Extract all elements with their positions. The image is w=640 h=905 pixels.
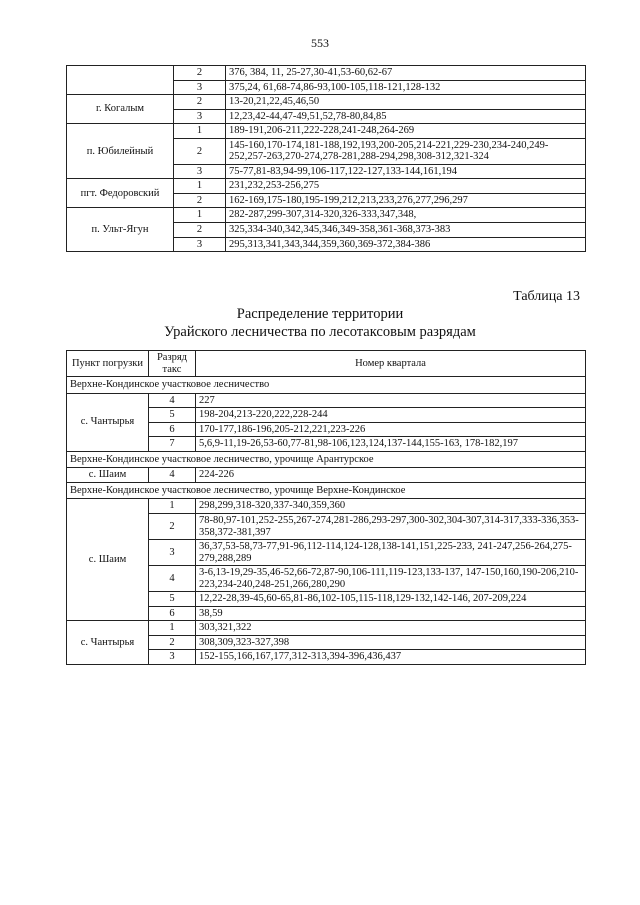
quarters-cell: 78-80,97-101,252-255,267-274,281-286,293-297,300-302,304-307,314-317,333-336,353-358,372-381,397 <box>196 514 586 540</box>
header-quarters: Номер квартала <box>196 351 586 377</box>
class-cell: 1 <box>174 179 226 194</box>
table-13 <box>66 350 586 665</box>
quarters-cell: 298,299,318-320,337-340,359,360 <box>196 499 586 514</box>
place-cell: с. Шаим <box>67 468 149 483</box>
class-cell: 2 <box>174 95 226 110</box>
class-cell: 5 <box>149 408 196 423</box>
quarters-cell: 198-204,213-220,222,228-244 <box>196 408 586 423</box>
quarters-cell: 308,309,323-327,398 <box>196 635 586 650</box>
quarters-cell: 3-6,13-19,29-35,46-52,66-72,87-90,106-111,119-123,133-137, 147-150,160,190-206,210-223,234-240,248-251,266,280,290 <box>196 566 586 592</box>
section-row <box>67 377 586 394</box>
class-cell: 1 <box>149 621 196 636</box>
header-class: Разряд такс <box>149 351 196 377</box>
place-cell: с. Шаим <box>67 499 149 621</box>
table-row <box>67 468 586 483</box>
class-cell: 4 <box>149 393 196 408</box>
quarters-cell: 13-20,21,22,45,46,50 <box>226 95 586 110</box>
class-cell: 7 <box>149 437 196 452</box>
section-row <box>67 482 586 499</box>
table-header-row <box>67 351 586 377</box>
table-row <box>67 208 586 223</box>
section-row <box>67 451 586 468</box>
table-row <box>67 124 586 139</box>
table-row <box>67 499 586 514</box>
quarters-cell: 152-155,166,167,177,312-313,394-396,436,437 <box>196 650 586 665</box>
class-cell: 3 <box>149 540 196 566</box>
class-cell: 1 <box>149 499 196 514</box>
place-cell: п. Юбилейный <box>67 124 174 179</box>
quarters-cell: 303,321,322 <box>196 621 586 636</box>
table-label: Таблица 13 <box>513 289 580 304</box>
place-cell: с. Чантырья <box>67 621 149 665</box>
class-cell: 2 <box>174 193 226 208</box>
table-title-line2: Урайского лесничества по лесотаксовым разрядам <box>164 324 476 340</box>
quarters-cell: 145-160,170-174,181-188,192,193,200-205,214-221,229-230,234-240,249-252,257-263,270-274,278-281,288-294,298,308-312,321-324 <box>226 138 586 164</box>
class-cell: 4 <box>149 566 196 592</box>
class-cell: 2 <box>174 223 226 238</box>
section-title: Верхне-Кондинское участковое лесничество <box>67 377 586 394</box>
class-cell: 6 <box>149 606 196 621</box>
quarters-cell: 75-77,81-83,94-99,106-117,122-127,133-144,161,194 <box>226 164 586 179</box>
page-number: 553 <box>311 36 329 50</box>
quarters-cell: 295,313,341,343,344,359,360,369-372,384-386 <box>226 237 586 252</box>
class-cell: 1 <box>174 208 226 223</box>
quarters-cell: 376, 384, 11, 25-27,30-41,53-60,62-67 <box>226 66 586 81</box>
class-cell: 3 <box>174 109 226 124</box>
class-cell: 2 <box>174 138 226 164</box>
quarters-cell: 375,24, 61,68-74,86-93,100-105,118-121,128-132 <box>226 80 586 95</box>
section-title: Верхне-Кондинское участковое лесничество, урочище Верхне-Кондинское <box>67 482 586 499</box>
place-cell: г. Когалым <box>67 95 174 124</box>
quarters-cell: 38,59 <box>196 606 586 621</box>
place-cell: пгт. Федоровский <box>67 179 174 208</box>
quarters-cell: 325,334-340,342,345,346,349-358,361-368,373-383 <box>226 223 586 238</box>
quarters-cell: 189-191,206-211,222-228,241-248,264-269 <box>226 124 586 139</box>
header-place: Пункт погрузки <box>67 351 149 377</box>
table-title-line1: Распределение территории <box>236 306 404 322</box>
quarters-cell: 5,6,9-11,19-26,53-60,77-81,98-106,123,124,137-144,155-163, 178-182,197 <box>196 437 586 452</box>
class-cell: 3 <box>174 80 226 95</box>
class-cell: 2 <box>174 66 226 81</box>
class-cell: 1 <box>174 124 226 139</box>
place-cell: с. Чантырья <box>67 393 149 451</box>
class-cell: 5 <box>149 592 196 607</box>
quarters-cell: 36,37,53-58,73-77,91-96,112-114,124-128,138-141,151,225-233, 241-247,256-264,275-279,288,289 <box>196 540 586 566</box>
class-cell: 3 <box>174 164 226 179</box>
class-cell: 4 <box>149 468 196 483</box>
table-row <box>67 621 586 636</box>
class-cell: 2 <box>149 514 196 540</box>
quarters-cell: 12,23,42-44,47-49,51,52,78-80,84,85 <box>226 109 586 124</box>
table-row <box>67 393 586 408</box>
quarters-cell: 231,232,253-256,275 <box>226 179 586 194</box>
quarters-cell: 170-177,186-196,205-212,221,223-226 <box>196 422 586 437</box>
class-cell: 3 <box>149 650 196 665</box>
quarters-cell: 12,22-28,39-45,60-65,81-86,102-105,115-118,129-132,142-146, 207-209,224 <box>196 592 586 607</box>
table-row <box>67 95 586 110</box>
table-row <box>67 179 586 194</box>
section-title: Верхне-Кондинское участковое лесничество, урочище Арантурское <box>67 451 586 468</box>
table-continued <box>66 65 586 252</box>
class-cell: 2 <box>149 635 196 650</box>
class-cell: 6 <box>149 422 196 437</box>
quarters-cell: 162-169,175-180,195-199,212,213,233,276,277,296,297 <box>226 193 586 208</box>
quarters-cell: 282-287,299-307,314-320,326-333,347,348, <box>226 208 586 223</box>
place-cell <box>67 66 174 95</box>
class-cell: 3 <box>174 237 226 252</box>
table-row <box>67 66 586 81</box>
quarters-cell: 224-226 <box>196 468 586 483</box>
place-cell: п. Ульт-Ягун <box>67 208 174 252</box>
quarters-cell: 227 <box>196 393 586 408</box>
